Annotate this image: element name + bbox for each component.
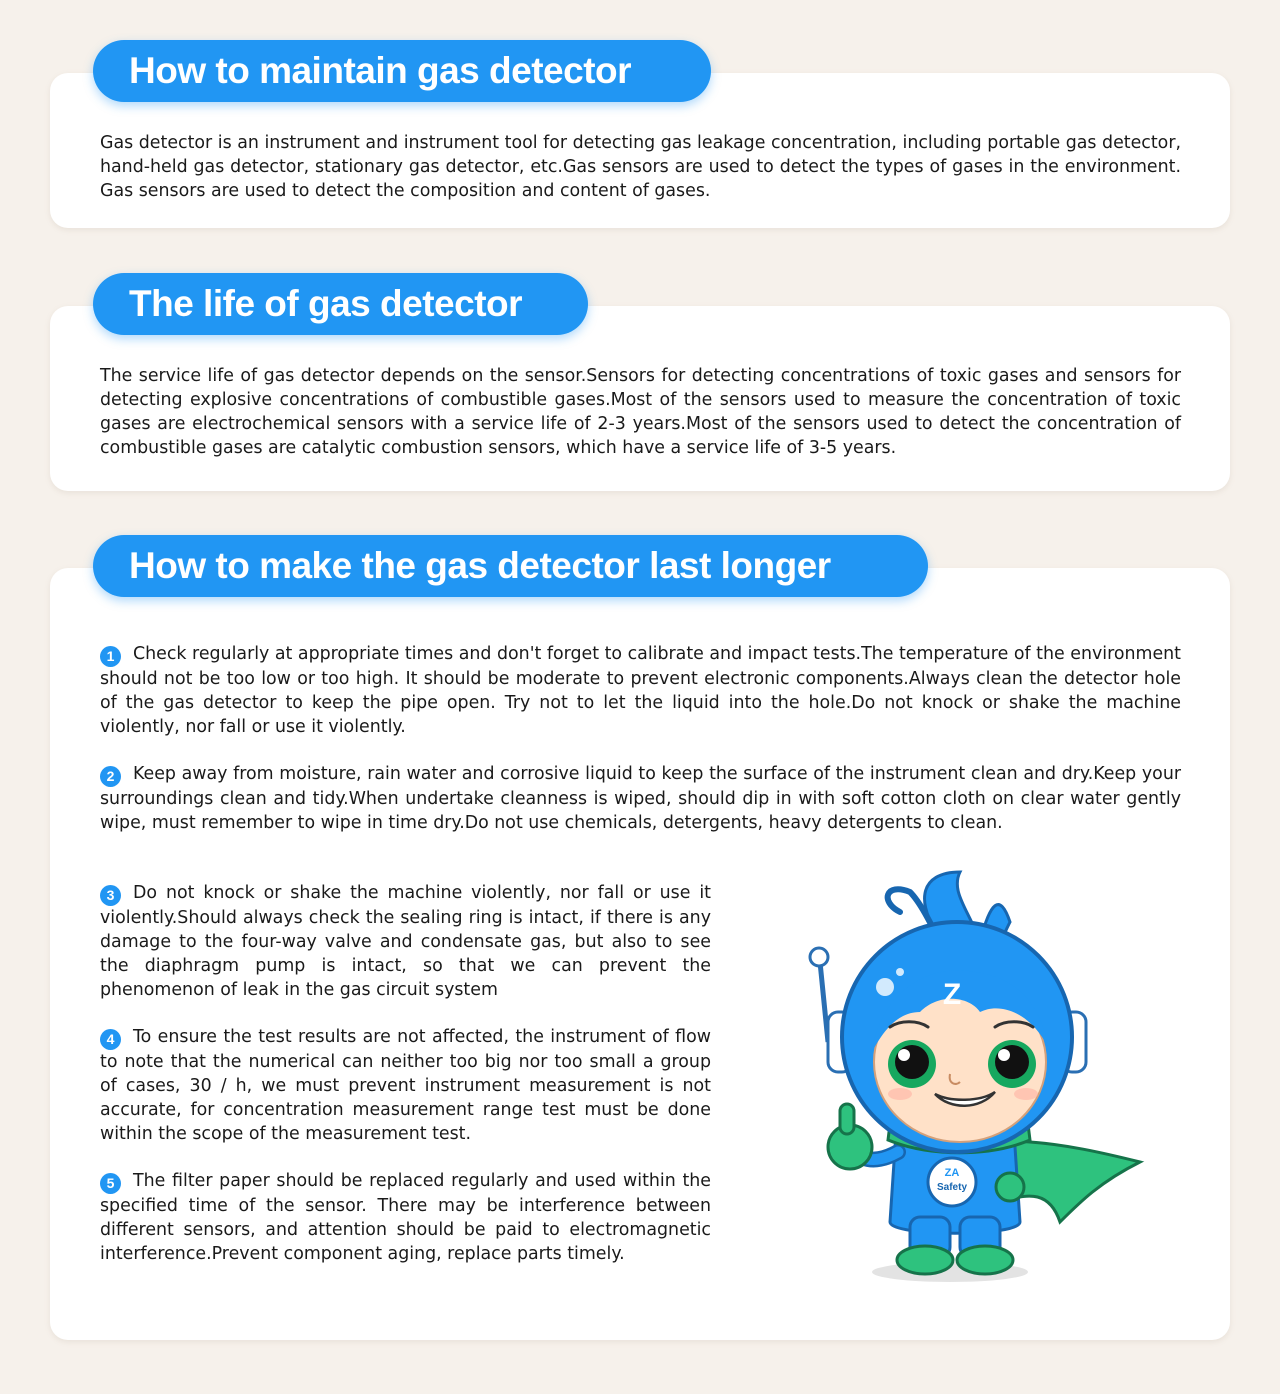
tip-item-2 (100, 762, 1181, 835)
head-letter: Z (942, 978, 962, 1011)
section-title-life: The life of gas detector (93, 273, 588, 335)
tip-item-5 (100, 1169, 711, 1266)
tip-item-4 (100, 1025, 711, 1146)
tip-number-badge: 3 (100, 885, 121, 906)
section-title-maintain: How to maintain gas detector (93, 40, 711, 102)
section-title-last-longer: How to make the gas detector last longer (93, 535, 928, 597)
tip-number-badge: 5 (100, 1173, 121, 1194)
badge-text: Safety (936, 1182, 968, 1193)
tip-number-badge: 1 (100, 646, 121, 667)
tip-text: Check regularly at appropriate times and don't forget to calibrate and impact tests.The temperature of the environment should not be too low or too high. It should be moderate to prevent electronic components.Always clean the detector hole of the gas detector to keep the pipe open. Try not to let the liquid into the hole.Do not knock or shake the machine violently, nor fall or use it violently. (100, 644, 1181, 737)
tip-text: To ensure the test results are not affected, the instrument of flow to note that the numerical can neither too big nor too small a group of cases, 30 / h, we must prevent instrument measurement is not accurate, for concentration measurement range test must be done within the scope of the measurement test. (100, 1027, 711, 1144)
tip-text: Do not knock or shake the machine violently, nor fall or use it violently.Should always check the sealing ring is intact, if there is any damage to the four-way valve and condensate gas, but also to see the diaphragm pump is intact, so that we can prevent the phenomenon of leak in the gas circuit system (100, 883, 711, 1000)
badge-logo: ZA (944, 1167, 960, 1179)
tip-text: Keep away from moisture, rain water and corrosive liquid to keep the surface of the instrument clean and dry.Keep your surroundings clean and tidy.When undertake cleanness is wiped, should dip in with soft cotton cloth on clear water gently wipe, must remember to wipe in time dry.Do not use chemicals, detergents, heavy detergents to clean. (100, 764, 1181, 833)
tip-item-3 (100, 881, 711, 1002)
tip-number-badge: 2 (100, 766, 121, 787)
tip-number-badge: 4 (100, 1029, 121, 1050)
tip-text: The filter paper should be replaced regularly and used within the specified time of the sensor. There may be interference between different sensors, and attention should be paid to electromagnetic interference.Prevent component aging, replace parts timely. (100, 1171, 711, 1264)
section-body-life: The service life of gas detector depends on the sensor.Sensors for detecting concentrations of toxic gases and sensors for detecting explosive concentrations of combustible gases.Most of the sensors used to measure the concentration of toxic gases are electrochemical sensors with a service life of 2-3 years.Most of the sensors used to detect the concentration of combustible gases are catalytic combustion sensors, which have a service life of 3-5 years. (100, 366, 1181, 458)
mascot-illustration (800, 862, 1160, 1292)
section-body-maintain: Gas detector is an instrument and instrument tool for detecting gas leakage concentration, including portable gas detector, hand-held gas detector, stationary gas detector, etc.Gas sensors are used to detect the types of gases in the environment. Gas sensors are used to detect the composition and content of gases. (100, 133, 1181, 201)
tip-item-1 (100, 642, 1181, 739)
